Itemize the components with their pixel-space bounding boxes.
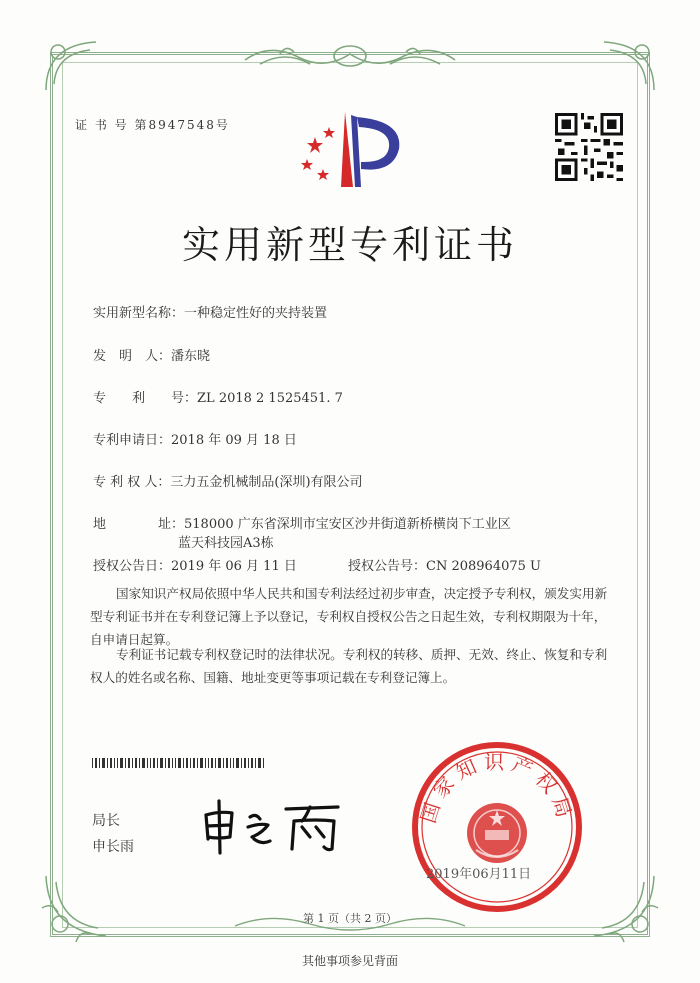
signatory-title: 局长	[92, 813, 120, 829]
field-grant-number	[348, 555, 541, 574]
barcode-icon	[92, 758, 264, 768]
field-patent-number	[93, 387, 343, 406]
utility-model-name-label: 实用新型名称：	[93, 306, 185, 321]
utility-model-name-value: 一种稳定性好的夹持装置	[184, 306, 328, 321]
application-date-value: 2018 年 09 月 18 日	[171, 433, 297, 448]
seal-date: 2019年06月11日	[426, 867, 532, 882]
legal-status-paragraph: 专利证书记载专利权登记时的法律状况。专利权的转移、质押、无效、终止、恢复和专利权人的姓名或名称、国籍、地址变更等事项记载在专利登记簿上。	[90, 647, 608, 685]
national-emblem-icon	[467, 803, 527, 863]
field-address	[93, 513, 511, 532]
address-line-2: 蓝天科技园A3栋	[178, 536, 274, 551]
field-address-continued	[178, 532, 274, 551]
field-patentee	[93, 471, 363, 490]
grant-date-value: 2019 年 06 月 11 日	[171, 559, 297, 574]
official-seal	[408, 738, 586, 916]
certificate-title: 实用新型专利证书	[181, 223, 518, 267]
address-line-1: 518000 广东省深圳市宝安区沙井街道新桥横岗下工业区	[184, 517, 511, 532]
patent-number-label: 专 利 号：	[93, 391, 198, 406]
signatory-name: 申长雨	[92, 839, 134, 855]
patentee-value: 三力五金机械制品(深圳)有限公司	[170, 475, 363, 490]
handwritten-signature	[198, 795, 348, 855]
grant-number-value: CN 208964075 U	[426, 559, 541, 574]
grant-date-label: 授权公告日：	[93, 559, 172, 574]
qr-code-icon	[555, 113, 623, 181]
field-grant-date	[93, 555, 297, 574]
footer-note: 其他事项参见背面	[301, 954, 398, 968]
grant-statement-paragraph: 国家知识产权局依照中华人民共和国专利法经过初步审查，决定授予专利权，颁发实用新型专利证书并在专利登记簿上予以登记，专利权自授权公告之日起生效，专利权期限为十年，自申请日起算。	[90, 586, 608, 647]
top-ornament	[240, 40, 460, 76]
patentee-label: 专 利 权 人：	[93, 475, 171, 490]
application-date-label: 专利申请日：	[93, 433, 172, 448]
corner-ornament-top-left	[36, 30, 106, 100]
grant-number-label: 授权公告号：	[348, 559, 427, 574]
inventor-label: 发 明 人：	[93, 349, 172, 364]
corner-ornament-bottom-right	[584, 868, 664, 948]
corner-ornament-top-right	[594, 30, 664, 100]
certificate-number: 证 书 号 第8947548号	[75, 118, 230, 132]
field-inventor	[93, 345, 210, 364]
corner-ornament-bottom-left	[36, 868, 116, 948]
svg-text:国家知识产权局: 国家知识产权局	[415, 749, 579, 826]
address-label: 地 址：	[93, 517, 185, 532]
inventor-value: 潘东晓	[171, 349, 211, 364]
cnipa-logo-icon	[295, 107, 405, 192]
patent-number-value: ZL 2018 2 1525451. 7	[197, 391, 343, 406]
field-application-date	[93, 429, 297, 448]
field-utility-model-name	[93, 302, 327, 321]
page-number: 第 1 页（共 2 页）	[303, 912, 397, 925]
